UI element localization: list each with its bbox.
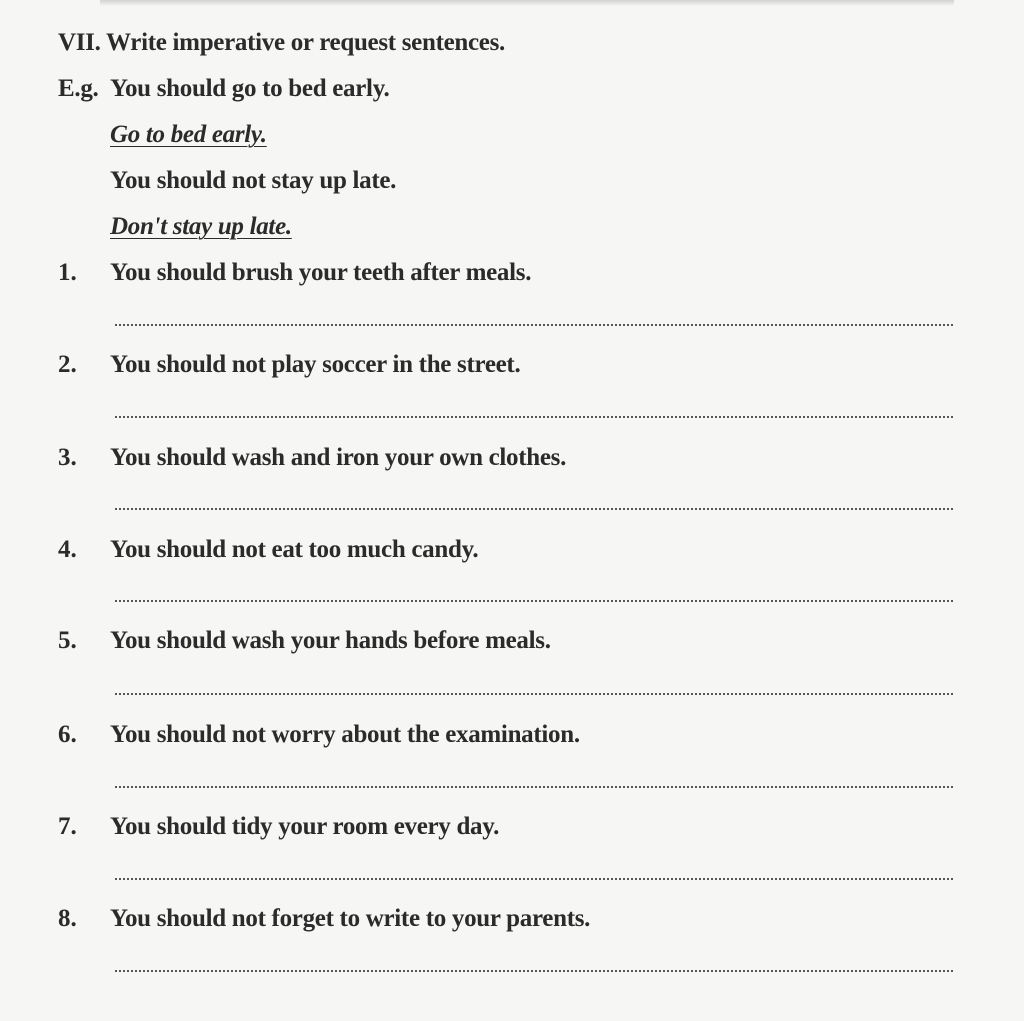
- question-number: 8.: [58, 905, 77, 932]
- answer-blank-2[interactable]: [115, 416, 953, 418]
- example-sentence-2: You should not stay up late.: [110, 167, 397, 194]
- question-text: You should wash your hands before meals.: [110, 627, 551, 654]
- question-text: You should not eat too much candy.: [110, 536, 479, 563]
- question-text: You should not worry about the examination.: [110, 721, 580, 748]
- top-edge-shadow: [100, 0, 954, 6]
- answer-blank-1[interactable]: [115, 324, 953, 326]
- question-number: 7.: [58, 813, 77, 840]
- question-text: You should brush your teeth after meals.: [110, 259, 532, 286]
- answer-blank-8[interactable]: [115, 970, 953, 972]
- question-number: 2.: [58, 351, 77, 378]
- answer-blank-6[interactable]: [115, 786, 953, 788]
- question-number: 5.: [58, 627, 77, 654]
- example-answer-2: Don't stay up late.: [110, 213, 292, 240]
- exercise-heading: VII. Write imperative or request sentences.: [58, 29, 505, 56]
- question-text: You should not play soccer in the street.: [110, 351, 521, 378]
- question-number: 1.: [58, 259, 77, 286]
- answer-blank-4[interactable]: [115, 600, 953, 602]
- question-number: 6.: [58, 721, 77, 748]
- question-number: 4.: [58, 536, 77, 563]
- answer-blank-7[interactable]: [115, 878, 953, 880]
- example-label: E.g.: [58, 75, 99, 102]
- answer-blank-5[interactable]: [115, 693, 953, 695]
- example-sentence-1: You should go to bed early.: [110, 75, 390, 102]
- question-text: You should not forget to write to your parents.: [110, 905, 591, 932]
- question-text: You should tidy your room every day.: [110, 813, 500, 840]
- example-answer-1: Go to bed early.: [110, 121, 267, 148]
- question-number: 3.: [58, 444, 77, 471]
- question-text: You should wash and iron your own clothes.: [110, 444, 567, 471]
- answer-blank-3[interactable]: [115, 508, 953, 510]
